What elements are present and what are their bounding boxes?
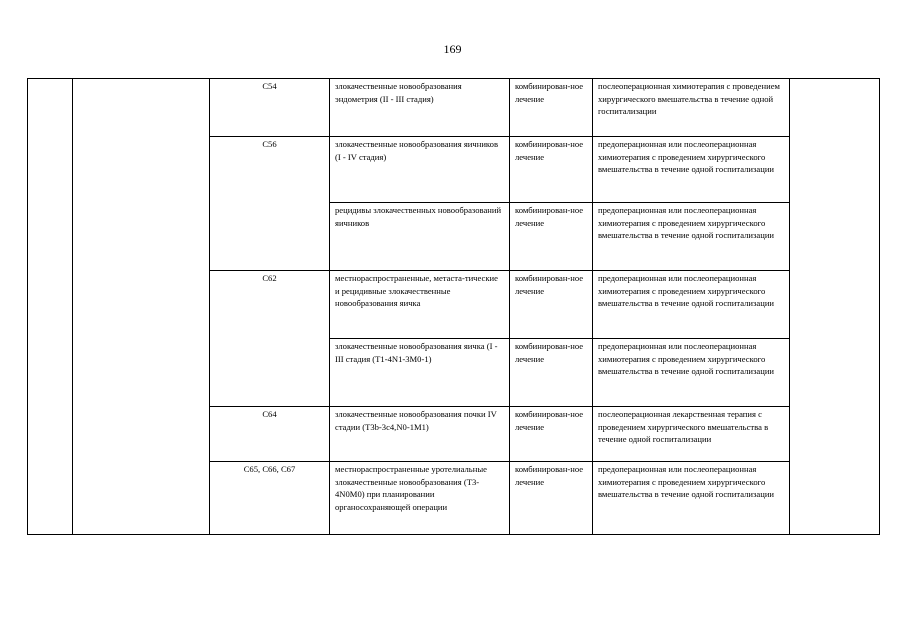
method-cell: предоперационная или послеоперационная химиотерапия с проведением хирургического вмешательства в течение одной госпитализации — [593, 137, 790, 203]
empty-cell-cost — [790, 79, 880, 535]
page-number: 169 — [443, 42, 462, 56]
empty-cell-group — [73, 79, 210, 535]
empty-cell-number — [28, 79, 73, 535]
diagnosis-cell: местнораспространенные, метаста-тические и рецидивные злокачественные новообразования яичка — [330, 271, 510, 339]
diagnosis-cell: злокачественные новообразования яичка (I - III стадия (T1-4N1-3M0-1) — [330, 339, 510, 407]
diagnosis-cell: злокачественные новообразования почки IV стадии (T3b-3c4,N0-1M1) — [330, 407, 510, 462]
method-cell: предоперационная или послеоперационная химиотерапия с проведением хирургического вмешательства в течение одной госпитализации — [593, 203, 790, 271]
treatment-table — [27, 78, 880, 535]
treatment-cell: комбинирован-ное лечение — [510, 339, 593, 407]
diagnosis-cell: злокачественные новообразования эндометрия (II - III стадия) — [330, 79, 510, 137]
treatment-cell: комбинирован-ное лечение — [510, 137, 593, 203]
treatment-cell: комбинирован-ное лечение — [510, 462, 593, 535]
icd-code-cell: C65, C66, C67 — [210, 462, 330, 535]
icd-code-cell: C64 — [210, 407, 330, 462]
treatment-cell: комбинирован-ное лечение — [510, 271, 593, 339]
method-cell: послеоперационная химиотерапия с проведением хирургического вмешательства в течение одной госпитализации — [593, 79, 790, 137]
method-cell: послеоперационная лекарственная терапия с проведением хирургического вмешательства в течение одной госпитализации — [593, 407, 790, 462]
diagnosis-cell: злокачественные новообразования яичников (I - IV стадия) — [330, 137, 510, 203]
icd-code-cell: C62 — [210, 271, 330, 407]
method-cell: предоперационная или послеоперационная химиотерапия с проведением хирургического вмешательства в течение одной госпитализации — [593, 339, 790, 407]
diagnosis-cell: рецидивы злокачественных новообразований яичников — [330, 203, 510, 271]
treatment-cell: комбинирован-ное лечение — [510, 203, 593, 271]
method-cell: предоперационная или послеоперационная химиотерапия с проведением хирургического вмешательства в течение одной госпитализации — [593, 462, 790, 535]
treatment-cell: комбинирован-ное лечение — [510, 407, 593, 462]
method-cell: предоперационная или послеоперационная химиотерапия с проведением хирургического вмешательства в течение одной госпитализации — [593, 271, 790, 339]
treatment-cell: комбинирован-ное лечение — [510, 79, 593, 137]
icd-code-cell: C54 — [210, 79, 330, 137]
icd-code-cell: C56 — [210, 137, 330, 271]
diagnosis-cell: местнораспространенные уротелиальные злокачественные новообразования (T3-4N0M0) при планировании органосохраняющей операции — [330, 462, 510, 535]
table-row — [28, 79, 880, 137]
